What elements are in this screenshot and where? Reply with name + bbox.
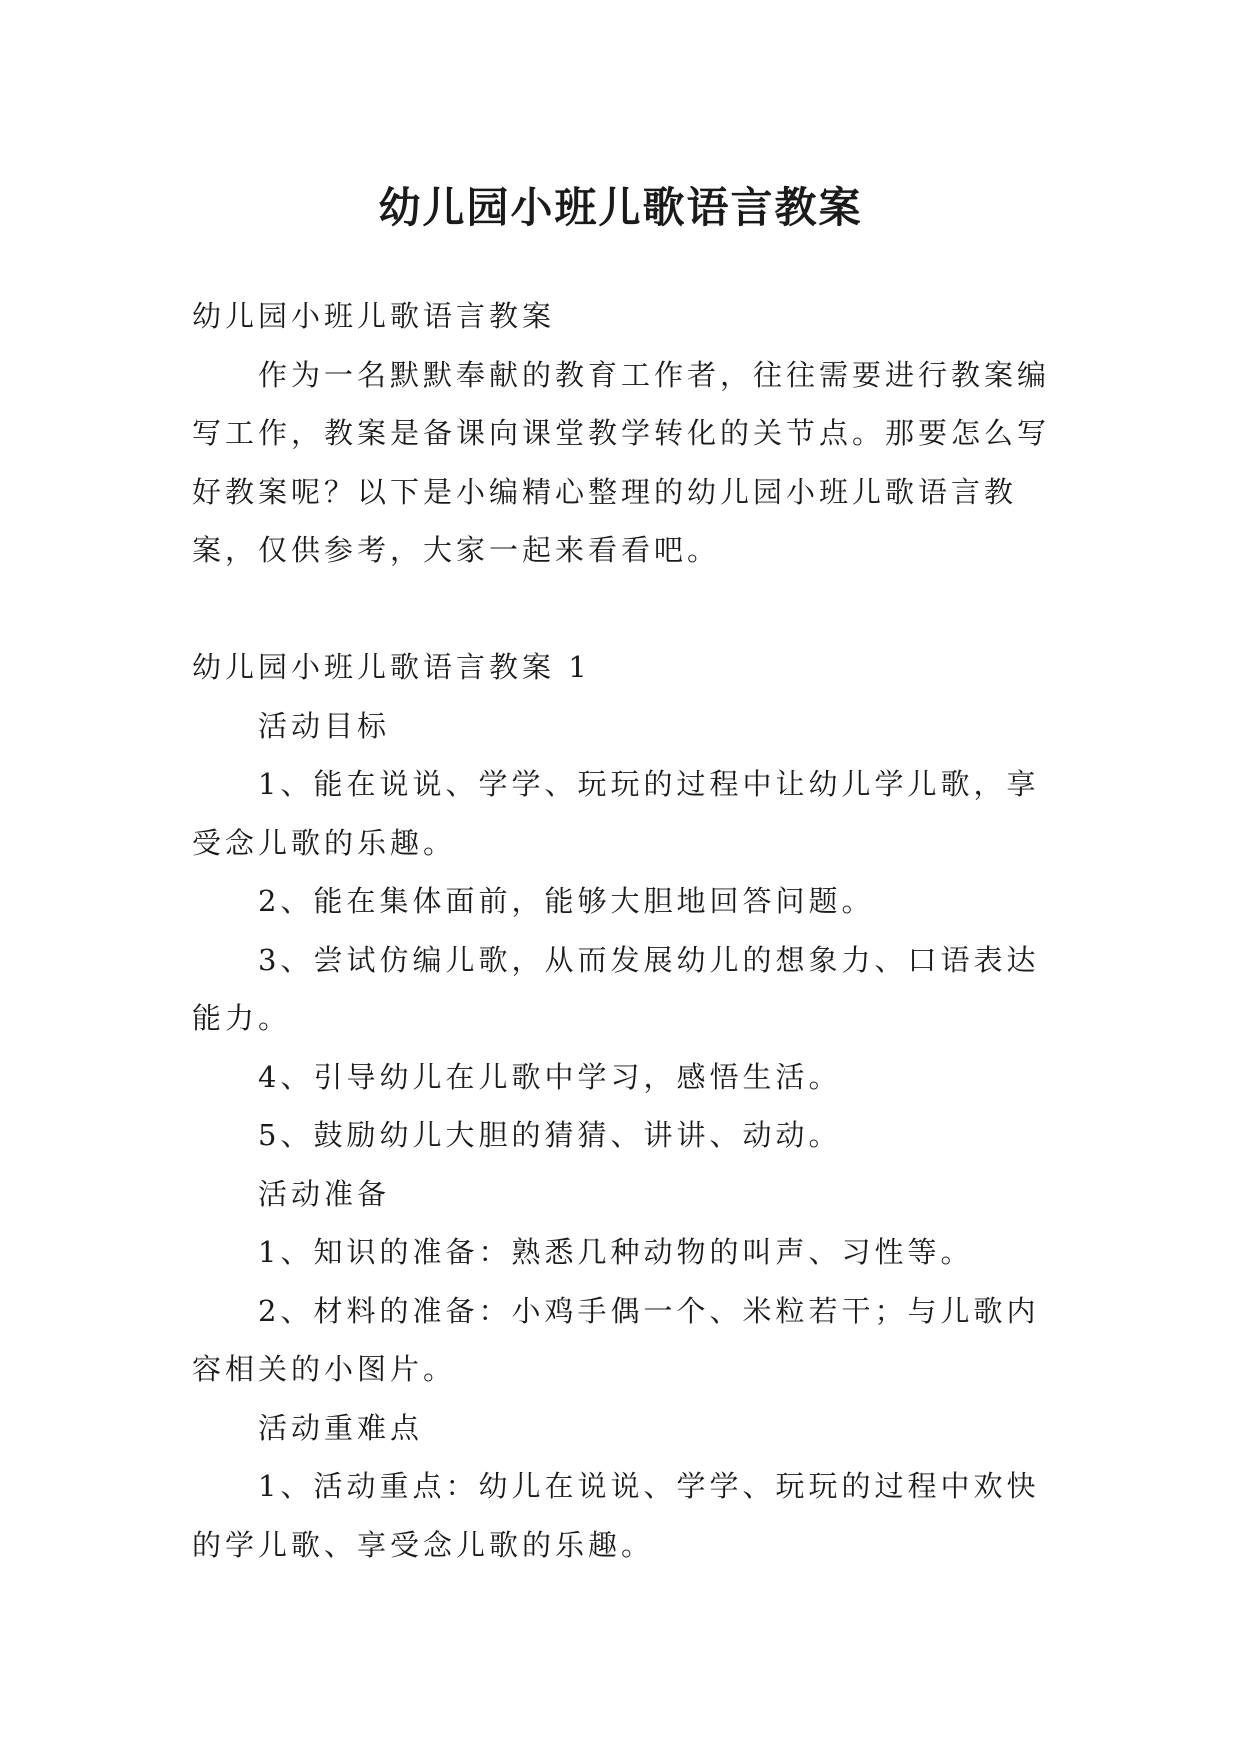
doc-subtitle: 幼儿园小班儿歌语言教案 — [192, 299, 556, 333]
goals-heading: 活动目标 — [258, 708, 391, 743]
intro-paragraph: 作为一名默默奉献的教育工作者，往往需要进行教案编写工作，教案是备课向课堂教学转化的关节点。那要怎么写好教案呢？以下是小编精心整理的幼儿园小班儿歌语言教案，仅供参考，大家一起来看看吧。 — [192, 357, 1051, 567]
key-heading: 活动重难点 — [258, 1410, 424, 1445]
goal-item-1: 1、能在说说、学学、玩玩的过程中让幼儿学儿歌，享受念儿歌的乐趣。 — [192, 767, 1040, 860]
goal-item-2: 2、能在集体面前，能够大胆地回答问题。 — [258, 884, 875, 918]
paragraph-spacer — [192, 580, 1052, 639]
goal-item-3: 3、尝试仿编儿歌，从而发展幼儿的想象力、口语表达能力。 — [192, 942, 1040, 1035]
section-title: 幼儿园小班儿歌语言教案 1 — [192, 650, 591, 684]
key-item-1: 1、活动重点：幼儿在说说、学学、玩玩的过程中欢快的学儿歌、享受念儿歌的乐趣。 — [192, 1469, 1040, 1562]
document-body — [192, 287, 1052, 1574]
prep-heading: 活动准备 — [258, 1176, 391, 1211]
goal-item-5: 5、鼓励幼儿大胆的猜猜、讲讲、动动。 — [258, 1118, 842, 1152]
goal-item-4: 4、引导幼儿在儿歌中学习，感悟生活。 — [258, 1059, 842, 1094]
page-title: 幼儿园小班儿歌语言教案 — [378, 183, 863, 233]
prep-item-1: 1、知识的准备：熟悉几种动物的叫声、习性等。 — [258, 1235, 974, 1269]
prep-item-2: 2、材料的准备：小鸡手偶一个、米粒若干；与儿歌内容相关的小图片。 — [192, 1293, 1040, 1386]
